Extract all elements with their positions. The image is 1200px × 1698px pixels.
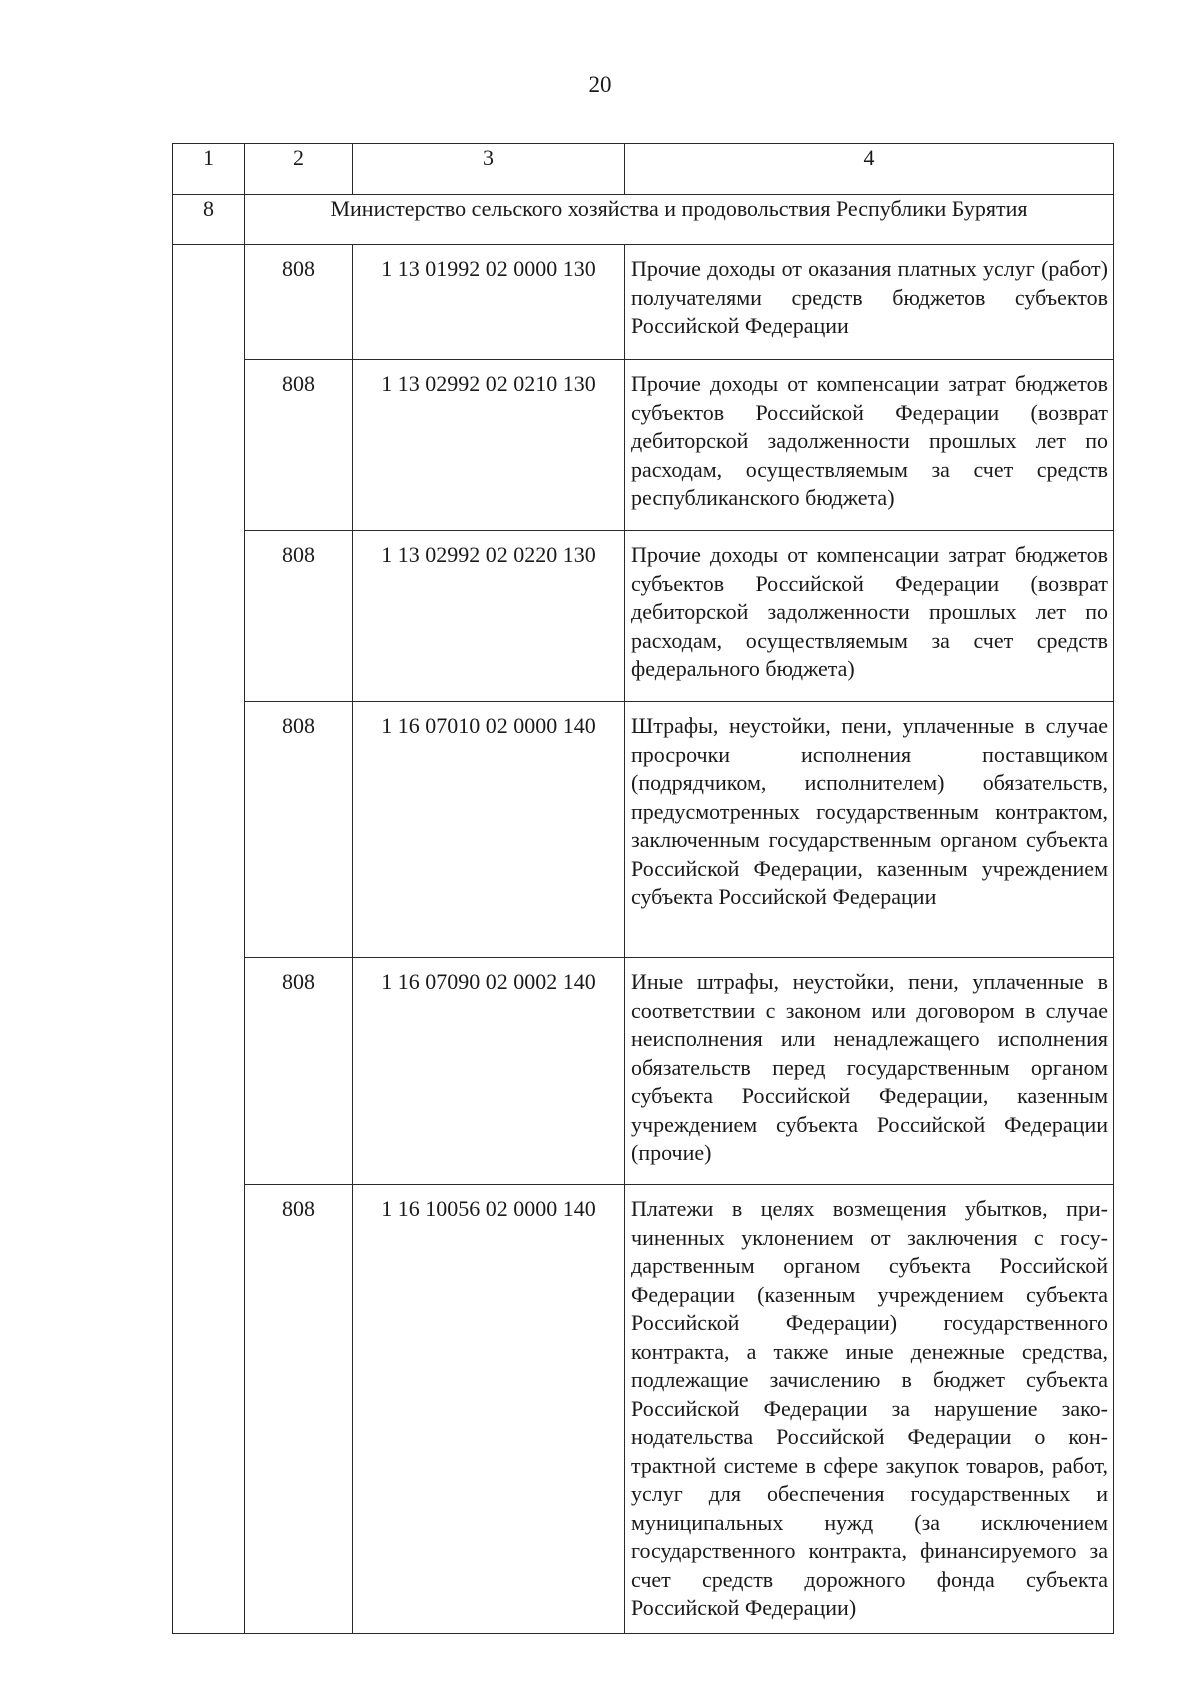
admin-code-cell: 808 bbox=[245, 1185, 353, 1634]
description-cell: Иные штрафы, неустойки, пени, уплаченные в соответствии с законом или договором в случае неисполнения или ненадлежащего исполнения обязательств перед государственным органом субъекта Российской Федерации, казенным учреждением субъекта Российской Федерации (прочие) bbox=[625, 958, 1114, 1185]
column-header-4: 4 bbox=[625, 144, 1114, 195]
table-row bbox=[173, 702, 1114, 958]
revenue-code-cell: 1 16 10056 02 0000 140 bbox=[353, 1185, 625, 1634]
description-cell: Прочие доходы от компенсации затрат бюджетов субъектов Российской Федерации (возврат дебиторской задолженности прошлых лет по расходам, осуществляемым за счет средств федерального бюджета) bbox=[625, 531, 1114, 702]
organization-row bbox=[173, 195, 1114, 245]
admin-code-cell: 808 bbox=[245, 702, 353, 958]
admin-code-cell: 808 bbox=[245, 958, 353, 1185]
organization-name: Министерство сельского хозяйства и продовольствия Республики Бурятия bbox=[245, 195, 1114, 245]
description-cell: Прочие доходы от компенсации затрат бюджетов субъектов Российской Федерации (возврат дебиторской задолженности прошлых лет по расходам, осуществляемым за счет средств республиканского бюджета) bbox=[625, 360, 1114, 531]
revenue-code-cell: 1 16 07010 02 0000 140 bbox=[353, 702, 625, 958]
description-cell: Платежи в целях возмещения убытков, причиненных уклонением от заключения с государственным органом субъекта Российской Федерации (казенным учреждением субъекта Российской Федерации) государственного контракта, а также иные денежные средства, подлежащие зачислению в бюджет субъекта Российской Федерации за нарушение законодательства Российской Федерации о контрактной системе в сфере закупок товаров, работ, услуг для обеспечения государственных и муниципальных нужд (за исключением государственного контракта, финансируемого за счет средств дорожного фонда субъекта Российской Федерации) bbox=[625, 1185, 1114, 1634]
table-row bbox=[173, 1185, 1114, 1634]
organization-number: 8 bbox=[173, 195, 245, 245]
admin-code-cell: 808 bbox=[245, 531, 353, 702]
admin-code-cell: 808 bbox=[245, 245, 353, 360]
column-header-2: 2 bbox=[245, 144, 353, 195]
budget-revenue-table bbox=[172, 143, 1114, 1634]
column-header-3: 3 bbox=[353, 144, 625, 195]
empty-number-cell bbox=[173, 245, 245, 1634]
table-row bbox=[173, 958, 1114, 1185]
column-header-1: 1 bbox=[173, 144, 245, 195]
revenue-code-cell: 1 13 02992 02 0220 130 bbox=[353, 531, 625, 702]
description-cell: Штрафы, неустойки, пени, уплаченные в случае просрочки исполнения поставщиком (подрядчиком, исполнителем) обязательств, предусмотренных государственным контрактом, заключенным государственным органом субъекта Российской Федерации, казенным учреждением субъекта Российской Федерации bbox=[625, 702, 1114, 958]
table-row bbox=[173, 531, 1114, 702]
description-cell: Прочие доходы от оказания платных услуг (работ) получателями средств бюджетов субъектов Российской Федерации bbox=[625, 245, 1114, 360]
admin-code-cell: 808 bbox=[245, 360, 353, 531]
revenue-code-cell: 1 13 01992 02 0000 130 bbox=[353, 245, 625, 360]
table-row bbox=[173, 360, 1114, 531]
table-header-row bbox=[173, 144, 1114, 195]
revenue-code-cell: 1 13 02992 02 0210 130 bbox=[353, 360, 625, 531]
revenue-code-cell: 1 16 07090 02 0002 140 bbox=[353, 958, 625, 1185]
table-row bbox=[173, 245, 1114, 360]
page-number: 20 bbox=[588, 72, 612, 97]
